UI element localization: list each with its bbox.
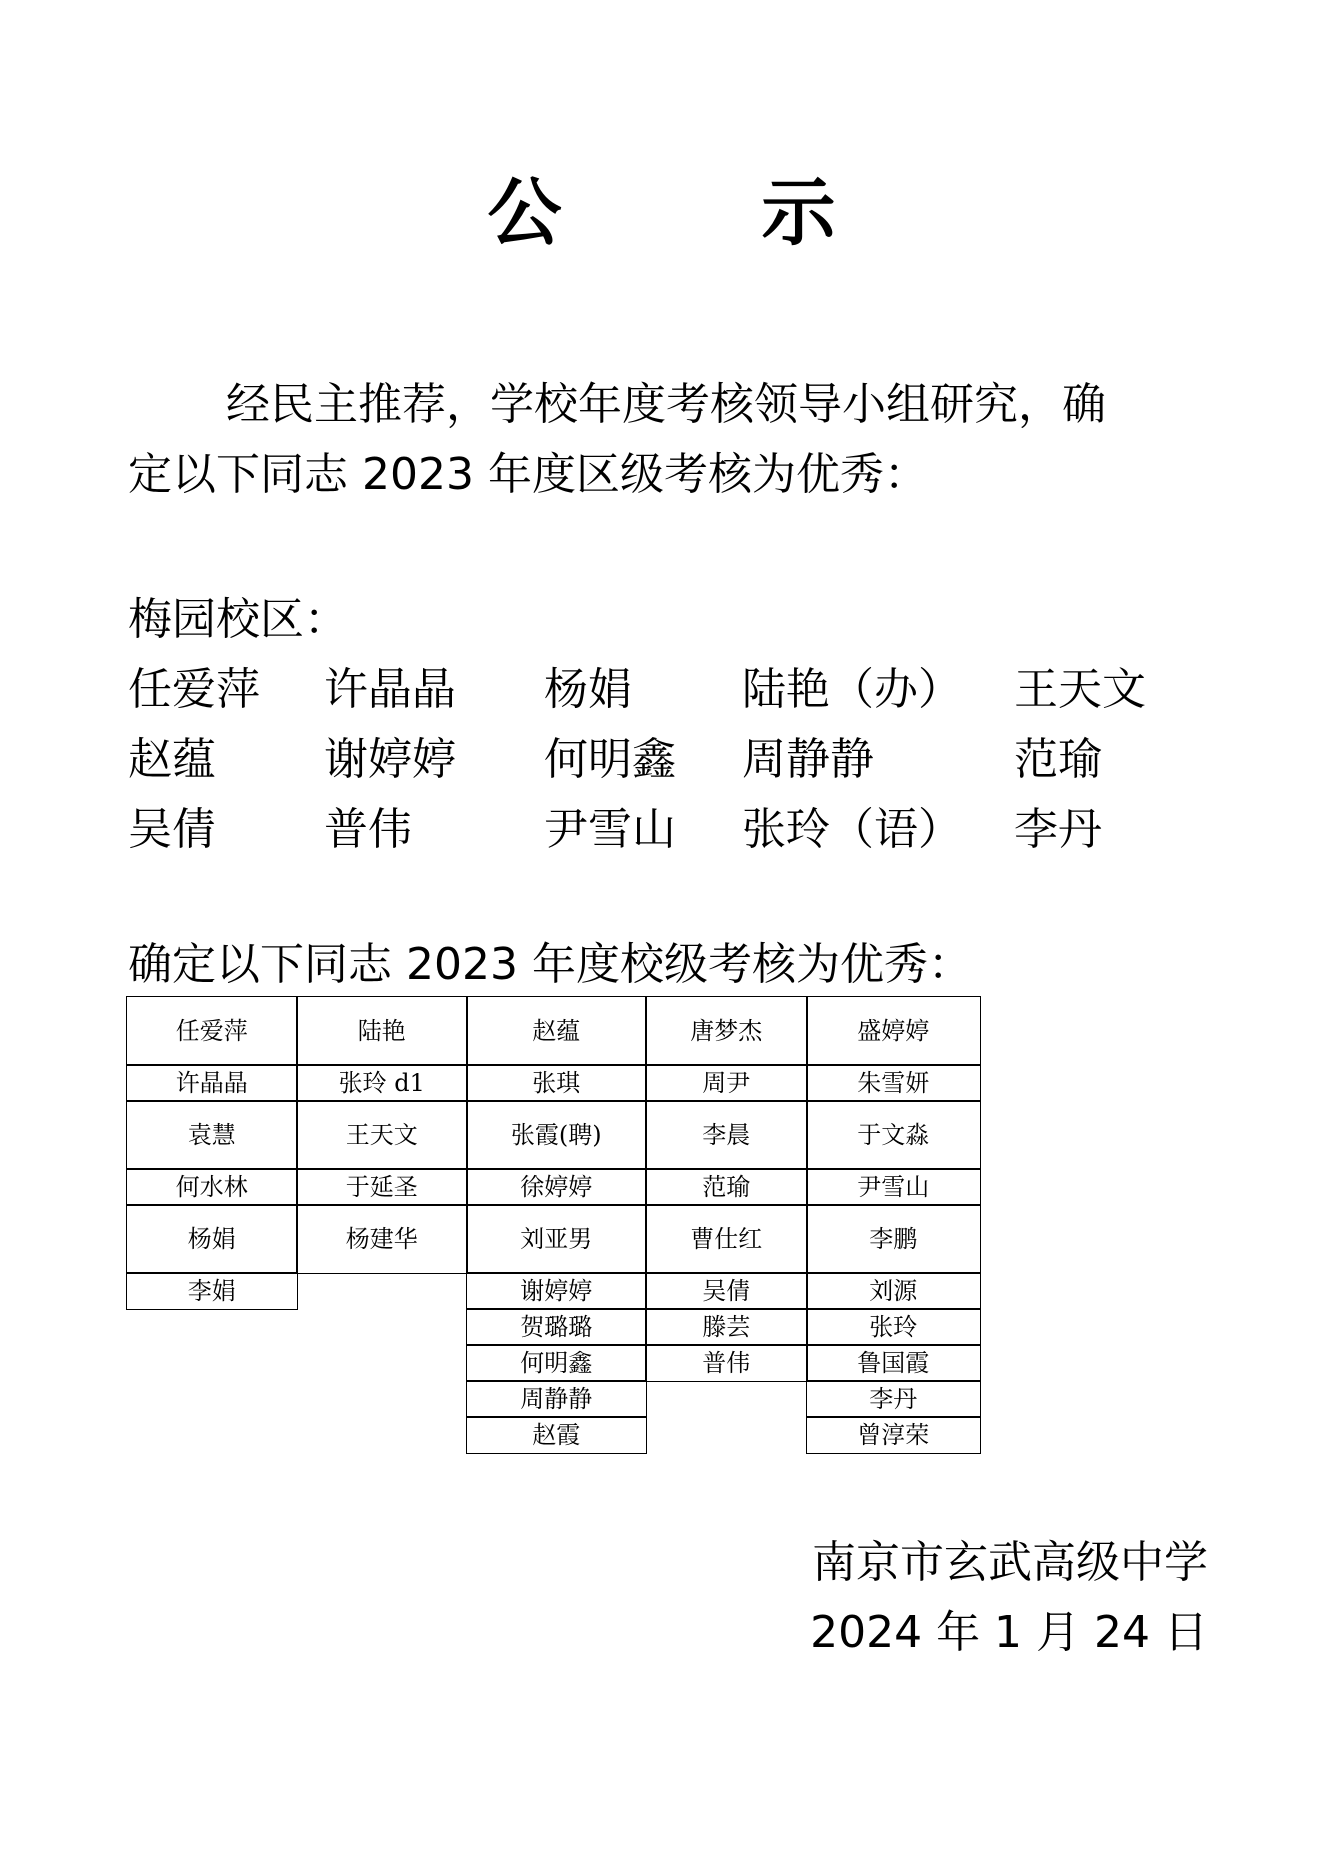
table-cell: 杨娟: [126, 1204, 298, 1274]
table-cell: 范瑜: [645, 1168, 808, 1206]
table-cell: 王天文: [296, 1100, 468, 1170]
honoree-name: 吴倩: [128, 804, 216, 855]
title-char-right: 示: [761, 170, 836, 256]
table-cell: 盛婷婷: [806, 996, 981, 1066]
table-cell: 刘亚男: [466, 1204, 647, 1274]
table-cell: 刘源: [806, 1272, 981, 1310]
table-cell: 唐梦杰: [645, 996, 808, 1066]
school-level-heading: 确定以下同志 2023 年度校级考核为优秀：: [128, 939, 972, 990]
table-cell: 李丹: [806, 1380, 981, 1418]
table-cell: 任爱萍: [126, 996, 298, 1066]
district-honoree-list: [128, 655, 1214, 865]
table-cell: 周静静: [466, 1380, 647, 1418]
honoree-name: 赵蕴: [128, 734, 216, 785]
district-honoree-row: [128, 655, 1214, 725]
table-cell: 于延圣: [296, 1168, 468, 1206]
table-cell: 吴倩: [645, 1272, 808, 1310]
honoree-name: 陆艳（办）: [742, 664, 962, 715]
table-cell: 袁慧: [126, 1100, 298, 1170]
honoree-name: 何明鑫: [544, 734, 676, 785]
table-cell: 曾淳荣: [806, 1416, 981, 1454]
signature-organization: 南京市玄武高级中学: [812, 1537, 1208, 1588]
honoree-name: 李丹: [1014, 804, 1102, 855]
table-cell: 谢婷婷: [466, 1272, 647, 1310]
notice-title: [0, 168, 1323, 258]
table-cell: 张玲 d1: [296, 1064, 468, 1102]
honoree-name: 王天文: [1014, 664, 1146, 715]
table-cell: 赵霞: [466, 1416, 647, 1454]
honoree-name: 张玲（语）: [742, 804, 962, 855]
honoree-name: 许晶晶: [324, 664, 456, 715]
title-char-left: 公: [487, 170, 562, 256]
honoree-name: 尹雪山: [544, 804, 676, 855]
table-cell: 陆艳: [296, 996, 468, 1066]
table-cell: 于文淼: [806, 1100, 981, 1170]
district-honoree-row: [128, 795, 1214, 865]
intro-line-1: 经民主推荐，学校年度考核领导小组研究，确: [226, 379, 1106, 430]
table-cell: 李晨: [645, 1100, 808, 1170]
honoree-name: 谢婷婷: [324, 734, 456, 785]
honoree-name: 任爱萍: [128, 664, 260, 715]
table-cell: 尹雪山: [806, 1168, 981, 1206]
table-cell: 普伟: [645, 1344, 808, 1382]
table-cell: 朱雪妍: [806, 1064, 981, 1102]
signature-date: 2024 年 1 月 24 日: [810, 1607, 1208, 1658]
table-cell: 曹仕红: [645, 1204, 808, 1274]
table-cell: 张霞(聘): [466, 1100, 647, 1170]
table-cell: 贺璐璐: [466, 1308, 647, 1346]
table-cell: 徐婷婷: [466, 1168, 647, 1206]
district-honoree-row: [128, 725, 1214, 795]
table-cell: 何水林: [126, 1168, 298, 1206]
honoree-name: 普伟: [324, 804, 412, 855]
honoree-name: 杨娟: [544, 664, 632, 715]
table-cell: 张琪: [466, 1064, 647, 1102]
table-cell: 张玲: [806, 1308, 981, 1346]
table-cell: 李鹏: [806, 1204, 981, 1274]
honoree-name: 范瑜: [1014, 734, 1102, 785]
table-cell: 鲁国霞: [806, 1344, 981, 1382]
table-cell: 李娟: [126, 1272, 298, 1310]
table-cell: 赵蕴: [466, 996, 647, 1066]
honoree-name: 周静静: [742, 734, 874, 785]
intro-line-2: 定以下同志 2023 年度区级考核为优秀：: [128, 449, 928, 500]
table-cell: 滕芸: [645, 1308, 808, 1346]
table-cell: 周尹: [645, 1064, 808, 1102]
table-cell: 许晶晶: [126, 1064, 298, 1102]
intro-paragraph: [128, 370, 1208, 510]
campus-heading: 梅园校区：: [128, 594, 348, 645]
table-cell: 杨建华: [296, 1204, 468, 1274]
table-cell: 何明鑫: [466, 1344, 647, 1382]
